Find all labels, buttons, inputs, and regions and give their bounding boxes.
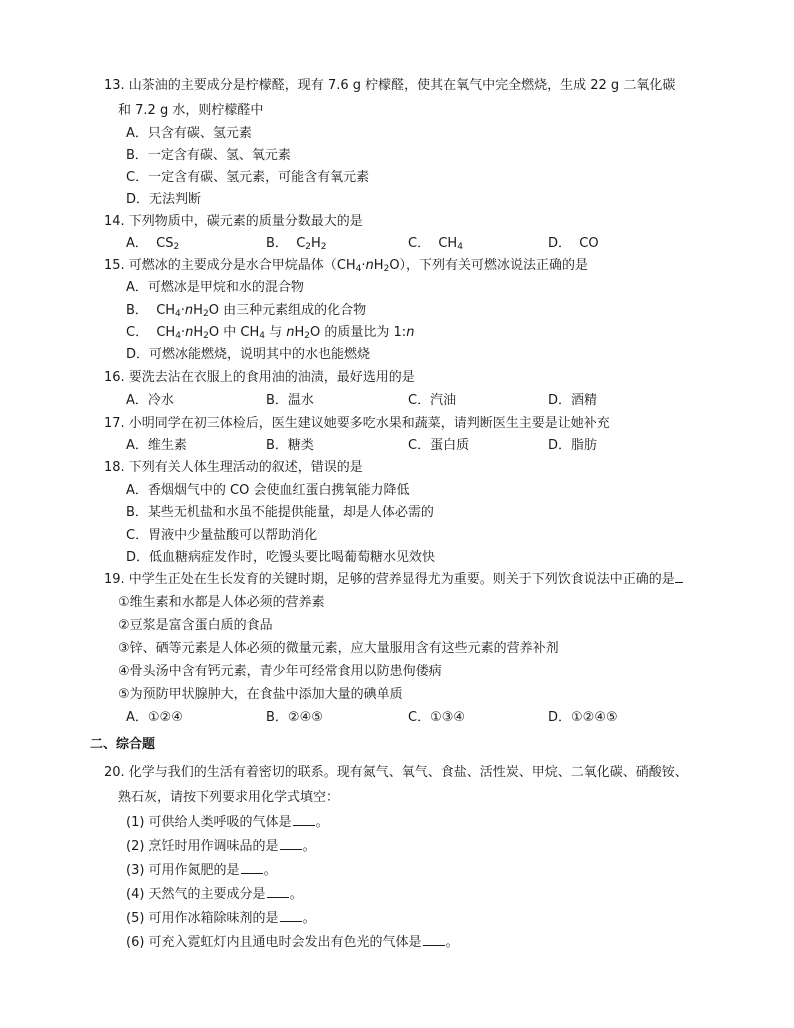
q19-option-b: B．②④⑤	[266, 710, 323, 725]
q14-option-d: D． CO	[548, 236, 599, 251]
q14-option-c: C． $CH_4$	[408, 236, 463, 252]
q13-option-b: B．一定含有碳、氢、氧元素	[126, 148, 291, 163]
q13-option-d: D．无法判断	[126, 192, 202, 207]
q13-option-c: C．一定含有碳、氢元素，可能含有氧元素	[126, 170, 370, 185]
q17-option-d: D．脂肪	[548, 438, 598, 453]
answer-blank[interactable]	[241, 861, 263, 874]
q17-option-c: C．蛋白质	[408, 438, 470, 453]
q18-stem: 18. 下列有关人体生理活动的叙述，错误的是	[104, 460, 363, 475]
q20-sub-5: (5) 可用作冰箱除味剂的是 。	[126, 911, 316, 926]
q14-option-a: A． $CS_2$	[126, 236, 180, 252]
q17-option-a: A．维生素	[126, 438, 187, 453]
q17-option-b: B．糖类	[266, 438, 314, 453]
q19-item-2: ②豆浆是富含蛋白质的食品	[118, 618, 273, 633]
q15-option-d: D．可燃冰能燃烧，说明其中的水也能燃烧	[126, 347, 371, 362]
q16-option-c: C．汽油	[408, 393, 457, 408]
q14-stem: 14. 下列物质中，碳元素的质量分数最大的是	[104, 214, 363, 229]
q14-option-b: B． $C_2H_2$	[266, 236, 327, 252]
q20-sub-1: (1) 可供给人类呼吸的气体是 。	[126, 815, 329, 830]
q13-stem-line1: 13. 山茶油的主要成分是柠檬醛，现有 7.6 g 柠檬醛，使其在氧气中完全燃烧，生成 22 g 二氧化碳	[104, 78, 676, 93]
q17-stem: 17. 小明同学在初三体检后，医生建议她要多吃水果和蔬菜，请判断医生主要是让她补充	[104, 416, 610, 431]
answer-blank[interactable]	[280, 837, 302, 850]
q16-option-d: D．酒精	[548, 393, 598, 408]
q19-option-d: D．①②④⑤	[548, 710, 618, 725]
q16-option-a: A．冷水	[126, 393, 174, 408]
q13-option-a: A．只含有碳、氢元素	[126, 126, 252, 141]
q20-stem-line1: 20. 化学与我们的生活有着密切的联系。现有氮气、氧气、食盐、活性炭、甲烷、二氧化碳、硝酸铵、	[104, 765, 688, 780]
q15-option-c: C． $CH_4\cdot nH_2O$ 中 $CH_4$ 与 $nH_2O$ 的质量比为 1:n	[126, 325, 415, 341]
q20-stem-line2: 熟石灰，请按下列要求用化学式填空：	[118, 790, 340, 805]
answer-blank[interactable]	[267, 885, 289, 898]
q19-item-1: ①维生素和水都是人体必须的营养素	[118, 595, 325, 610]
q20-sub-3: (3) 可用作氮肥的是 。	[126, 863, 277, 878]
q18-option-d: D．低血糖病症发作时，吃馒头要比喝葡萄糖水见效快	[126, 550, 436, 565]
answer-blank[interactable]	[423, 933, 445, 946]
q20-sub-6: (6) 可充入霓虹灯内且通电时会发出有色光的气体是 。	[126, 935, 459, 950]
q20-sub-4: (4) 天然气的主要成分是 。	[126, 887, 303, 902]
answer-blank[interactable]	[280, 909, 302, 922]
q15-stem: 15. 可燃冰的主要成分是水合甲烷晶体$(CH_4\cdot nH_2O)$，下列有关可燃冰说法正确的是	[104, 258, 589, 274]
q18-option-b: B．某些无机盐和水虽不能提供能量，却是人体必需的	[126, 505, 434, 520]
q18-option-a: A．香烟烟气中的 CO 会使血红蛋白携氧能力降低	[126, 483, 410, 498]
q19-answer-blank	[675, 570, 683, 583]
q16-option-b: B．温水	[266, 393, 314, 408]
q19-item-4: ④骨头汤中含有钙元素，青少年可经常食用以防患佝偻病	[118, 664, 442, 679]
answer-blank[interactable]	[293, 813, 315, 826]
q20-sub-2: (2) 烹饪时用作调味品的是 。	[126, 839, 316, 854]
q19-option-a: A．①②④	[126, 710, 183, 725]
section-title: 二、综合题	[90, 737, 156, 752]
q19-option-c: C．①③④	[408, 710, 466, 725]
q16-stem: 16. 要洗去沾在衣服上的食用油的油渍，最好选用的是	[104, 370, 415, 385]
q18-option-c: C．胃液中少量盐酸可以帮助消化	[126, 528, 318, 543]
q15-option-b: B． $CH_4\cdot nH_2O$ 由三种元素组成的化合物	[126, 303, 367, 319]
q19-item-5: ⑤为预防甲状腺肿大，在食盐中添加大量的碘单质	[118, 687, 403, 702]
q19-item-3: ③锌、硒等元素是人体必须的微量元素，应大量服用含有这些元素的营养补剂	[118, 641, 559, 656]
q19-stem: 19. 中学生正处在生长发育的关键时期，足够的营养显得尤为重要。则关于下列饮食说法中正确的是	[104, 570, 683, 590]
q13-stem-line2: 和 7.2 g 水，则柠檬醛中	[118, 103, 264, 118]
q15-option-a: A．可燃冰是甲烷和水的混合物	[126, 280, 304, 295]
